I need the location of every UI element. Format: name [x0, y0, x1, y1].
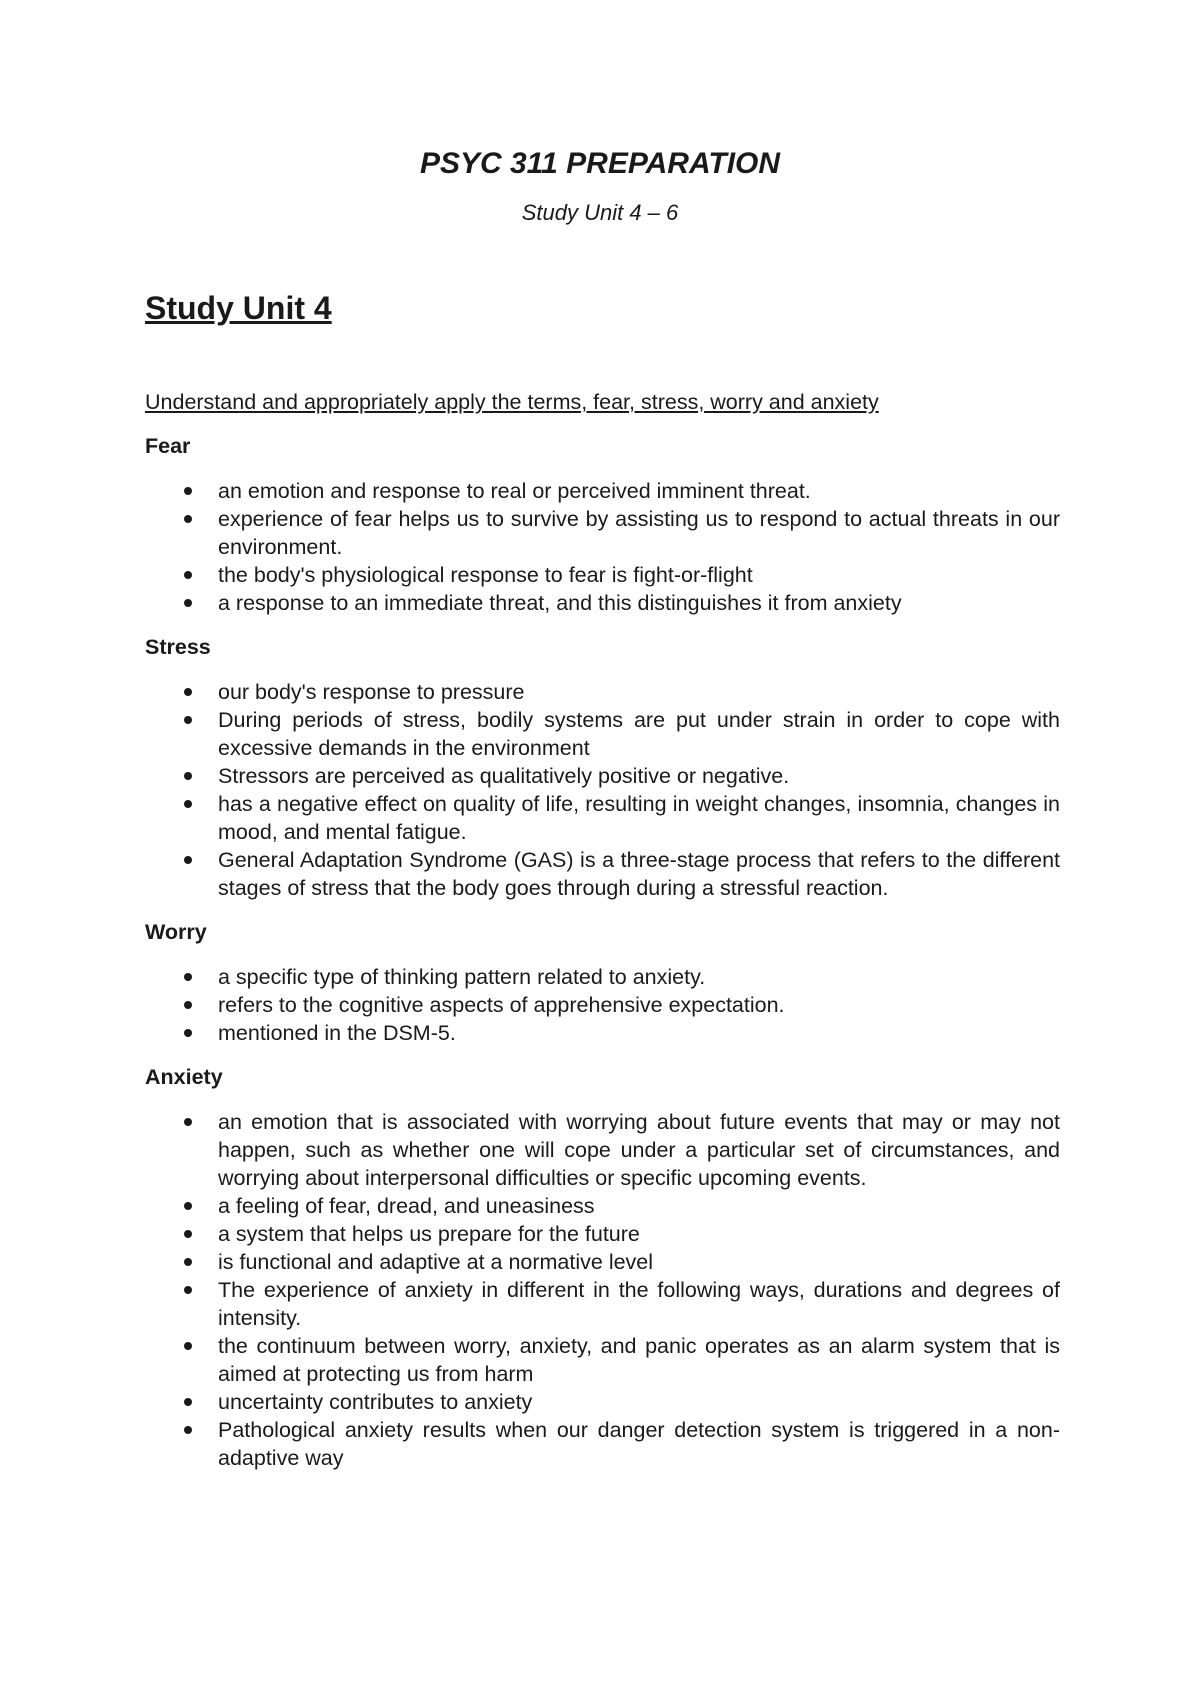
stress-list [145, 678, 1060, 902]
list-item: an emotion that is associated with worrying about future events that may or may not happen, such as whether one will cope under a particular set of circumstances, and worrying about interpersonal difficulties or specific upcoming events. [145, 1108, 1060, 1192]
list-item: General Adaptation Syndrome (GAS) is a three-stage process that refers to the different stages of stress that the body goes through during a stressful reaction. [145, 846, 1060, 902]
bullet-icon [184, 1426, 192, 1434]
bullet-icon [184, 716, 192, 724]
list-item: an emotion and response to real or perceived imminent threat. [145, 477, 1060, 505]
list-item: experience of fear helps us to survive by assisting us to respond to actual threats in our environment. [145, 505, 1060, 561]
list-item: a specific type of thinking pattern related to anxiety. [145, 963, 1060, 991]
list-item: During periods of stress, bodily systems are put under strain in order to cope with excessive demands in the environment [145, 706, 1060, 762]
list-item: refers to the cognitive aspects of apprehensive expectation. [145, 991, 1060, 1019]
bullet-icon [184, 1342, 192, 1350]
section-title-worry: Worry [145, 920, 207, 944]
bullet-icon [184, 1398, 192, 1406]
worry-list [145, 963, 1060, 1047]
list-item: a system that helps us prepare for the future [145, 1220, 1060, 1248]
list-item: Stressors are perceived as qualitatively positive or negative. [145, 762, 1060, 790]
bullet-icon [184, 1029, 192, 1037]
document-subtitle: Study Unit 4 – 6 [521, 200, 679, 225]
bullet-icon [184, 1286, 192, 1294]
document-title: PSYC 311 PREPARATION [419, 147, 781, 180]
section-anxiety [145, 1064, 1060, 1472]
bullet-icon [184, 800, 192, 808]
list-item: is functional and adaptive at a normative level [145, 1248, 1060, 1276]
unit-heading: Study Unit 4 [145, 290, 332, 326]
list-item: mentioned in the DSM-5. [145, 1019, 1060, 1047]
bullet-icon [184, 856, 192, 864]
section-stress [145, 634, 1060, 902]
bullet-icon [184, 1001, 192, 1009]
bullet-icon [184, 1258, 192, 1266]
bullet-icon [184, 599, 192, 607]
list-item: has a negative effect on quality of life, resulting in weight changes, insomnia, changes in mood, and mental fatigue. [145, 790, 1060, 846]
anxiety-list [145, 1108, 1060, 1472]
bullet-icon [184, 688, 192, 696]
bullet-icon [184, 973, 192, 981]
section-title-stress: Stress [145, 635, 211, 659]
bullet-icon [184, 571, 192, 579]
bullet-icon [184, 487, 192, 495]
list-item: the body's physiological response to fear is fight-or-flight [145, 561, 1060, 589]
bullet-icon [184, 515, 192, 523]
fear-list [145, 477, 1060, 617]
section-fear [145, 433, 1060, 617]
bullet-icon [184, 1202, 192, 1210]
bullet-icon [184, 772, 192, 780]
section-title-anxiety: Anxiety [145, 1065, 223, 1089]
list-item: a feeling of fear, dread, and uneasiness [145, 1192, 1060, 1220]
bullet-icon [184, 1118, 192, 1126]
section-title-fear: Fear [145, 434, 191, 458]
bullet-icon [184, 1230, 192, 1238]
notes-content [145, 433, 1060, 1489]
list-item: The experience of anxiety in different in the following ways, durations and degrees of intensity. [145, 1276, 1060, 1332]
list-item: our body's response to pressure [145, 678, 1060, 706]
list-item: Pathological anxiety results when our danger detection system is triggered in a non-adaptive way [145, 1416, 1060, 1472]
list-item: uncertainty contributes to anxiety [145, 1388, 1060, 1416]
list-item: a response to an immediate threat, and this distinguishes it from anxiety [145, 589, 1060, 617]
list-item: the continuum between worry, anxiety, and panic operates as an alarm system that is aimed at protecting us from harm [145, 1332, 1060, 1388]
unit-objective: Understand and appropriately apply the terms, fear, stress, worry and anxiety [145, 390, 879, 414]
section-worry [145, 919, 1060, 1047]
